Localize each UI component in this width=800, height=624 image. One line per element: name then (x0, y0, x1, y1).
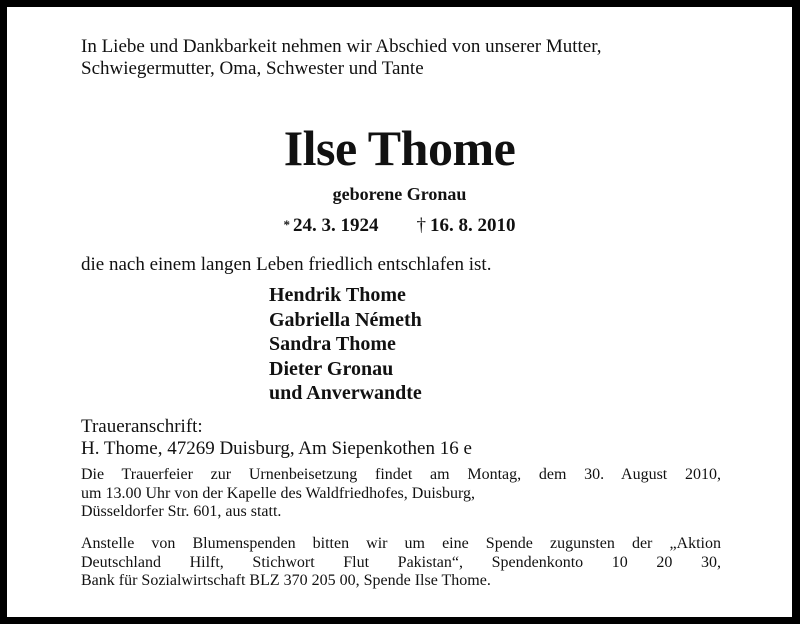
intro-line: In Liebe und Dankbarkeit nehmen wir Abschied von unserer Mutter, (81, 36, 602, 57)
ceremony-line: Die Trauerfeier zur Urnenbeisetzung findet am Montag, dem 30. August 2010, (81, 466, 721, 483)
mourning-address (81, 416, 472, 460)
mourner-name: Gabriella Németh (269, 308, 422, 331)
donation-info (81, 535, 721, 591)
mourner-name: Hendrik Thome (269, 284, 406, 306)
donation-line: Deutschland Hilft, Stichwort Flut Pakistan“, Spendenkonto 10 20 30, (81, 553, 721, 571)
birth-star-icon: * (283, 217, 290, 232)
death-date: 16. 8. 2010 (430, 215, 516, 236)
address-value: H. Thome, 47269 Duisburg, Am Siepenkothen 16 e (81, 438, 472, 459)
passed-text: die nach einem langen Leben friedlich entschlafen ist. (81, 254, 492, 275)
maiden-name: geborene Gronau (332, 184, 467, 204)
ceremony-line: Düsseldorfer Str. 601, aus statt. (81, 503, 282, 520)
intro-text (81, 36, 602, 80)
ceremony-info (81, 466, 721, 522)
mourner-name: Dieter Gronau (269, 357, 394, 380)
ceremony-line: um 13.00 Uhr von der Kapelle des Waldfriedhofes, Duisburg, (81, 484, 476, 502)
donation-line: Anstelle von Blumenspenden bitten wir um eine Spende zugunsten der „Aktion (81, 535, 721, 552)
intro-line: Schwiegermutter, Oma, Schwester und Tante (81, 58, 424, 79)
death-cross-icon: † (416, 215, 426, 236)
birth-date: 24. 3. 1924 (293, 215, 379, 236)
mourner-name: Sandra Thome (269, 333, 396, 355)
life-dates (7, 213, 792, 238)
address-label: Traueranschrift: (81, 416, 203, 437)
deceased-name: Ilse Thome (283, 120, 516, 176)
mourners-list (269, 283, 422, 406)
donation-line: Bank für Sozialwirtschaft BLZ 370 205 00, Spende Ilse Thome. (81, 572, 491, 589)
obituary-notice (7, 7, 792, 617)
mourner-name: und Anverwandte (269, 382, 422, 404)
